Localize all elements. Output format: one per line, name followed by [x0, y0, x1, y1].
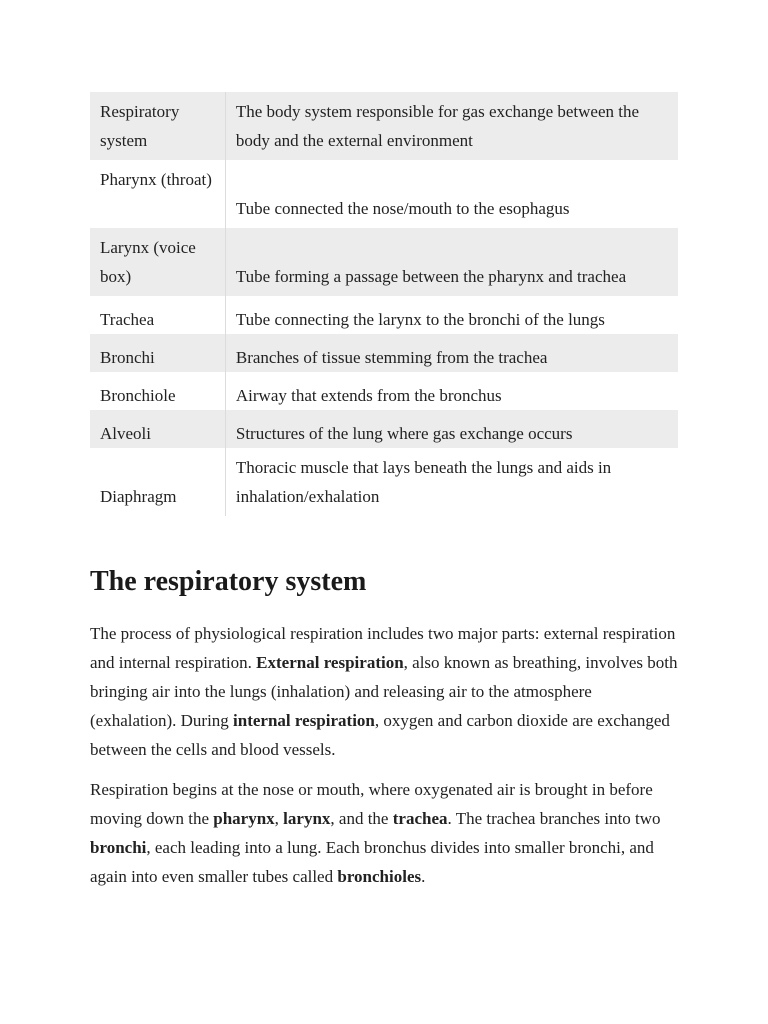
term-cell: Alveoli — [90, 410, 225, 448]
text-run: The process of physiological respiration includes two major parts: external respiration and internal respiration. — [90, 624, 676, 672]
table-row — [90, 160, 678, 228]
table-row — [90, 296, 678, 334]
term-cell: Pharynx (throat) — [90, 160, 225, 228]
text-run: Respiration begins at the nose or mouth, where oxygenated air is brought in before moving down the — [90, 780, 653, 828]
definition-cell: Branches of tissue stemming from the trachea — [225, 334, 678, 372]
terms-table — [90, 92, 678, 516]
text-run: . — [421, 867, 426, 886]
table-row — [90, 448, 678, 516]
table-row — [90, 228, 678, 296]
bold-term-pharynx: pharynx — [213, 809, 275, 828]
term-cell: Diaphragm — [90, 448, 225, 516]
term-cell: Bronchiole — [90, 372, 225, 410]
definition-cell: Tube connected the nose/mouth to the esophagus — [235, 199, 570, 218]
table-row — [90, 334, 678, 372]
bold-term-bronchioles: bronchioles — [337, 867, 422, 886]
definition-cell: Airway that extends from the bronchus — [235, 386, 502, 405]
term-cell: Trachea — [90, 296, 225, 334]
table-row — [90, 410, 678, 448]
bold-term-trachea: trachea — [392, 809, 448, 828]
table-row — [90, 92, 678, 160]
term-cell: Respiratory system — [90, 92, 225, 160]
text-run: , oxygen and carbon dioxide are exchanged between the cells and blood vessels. — [90, 711, 670, 759]
text-run: , and the — [330, 809, 393, 828]
text-run: . The trachea branches into two — [447, 809, 661, 828]
definition-cell: The body system responsible for gas exchange between the body and the external environment — [225, 92, 678, 160]
text-run: , each leading into a lung. Each bronchus divides into smaller bronchi, and again into even smaller tubes called — [90, 838, 654, 886]
term-cell: Larynx (voice box) — [90, 228, 225, 296]
definition-cell: Tube connecting the larynx to the bronchi of the lungs — [235, 310, 605, 329]
definition-cell: Structures of the lung where gas exchange occurs — [225, 410, 678, 448]
section-heading: The respiratory system — [90, 566, 367, 597]
paragraph-airway-path — [90, 775, 680, 891]
term-cell: Bronchi — [90, 334, 225, 372]
paragraph-external-internal — [90, 619, 680, 764]
bold-term-bronchi: bronchi — [90, 838, 147, 857]
definition-cell: Thoracic muscle that lays beneath the lungs and aids in inhalation/exhalation — [235, 458, 612, 506]
text-run: , also known as breathing, involves both bringing air into the lungs (inhalation) and releasing air to the atmosphere (exhalation). During — [90, 653, 678, 730]
definition-cell: Tube forming a passage between the pharynx and trachea — [225, 228, 678, 296]
text-run: , — [274, 809, 284, 828]
table-row — [90, 372, 678, 410]
bold-term-larynx: larynx — [283, 809, 331, 828]
bold-term-external-respiration: External respiration — [256, 653, 404, 672]
bold-term-internal-respiration: internal respiration — [233, 711, 375, 730]
